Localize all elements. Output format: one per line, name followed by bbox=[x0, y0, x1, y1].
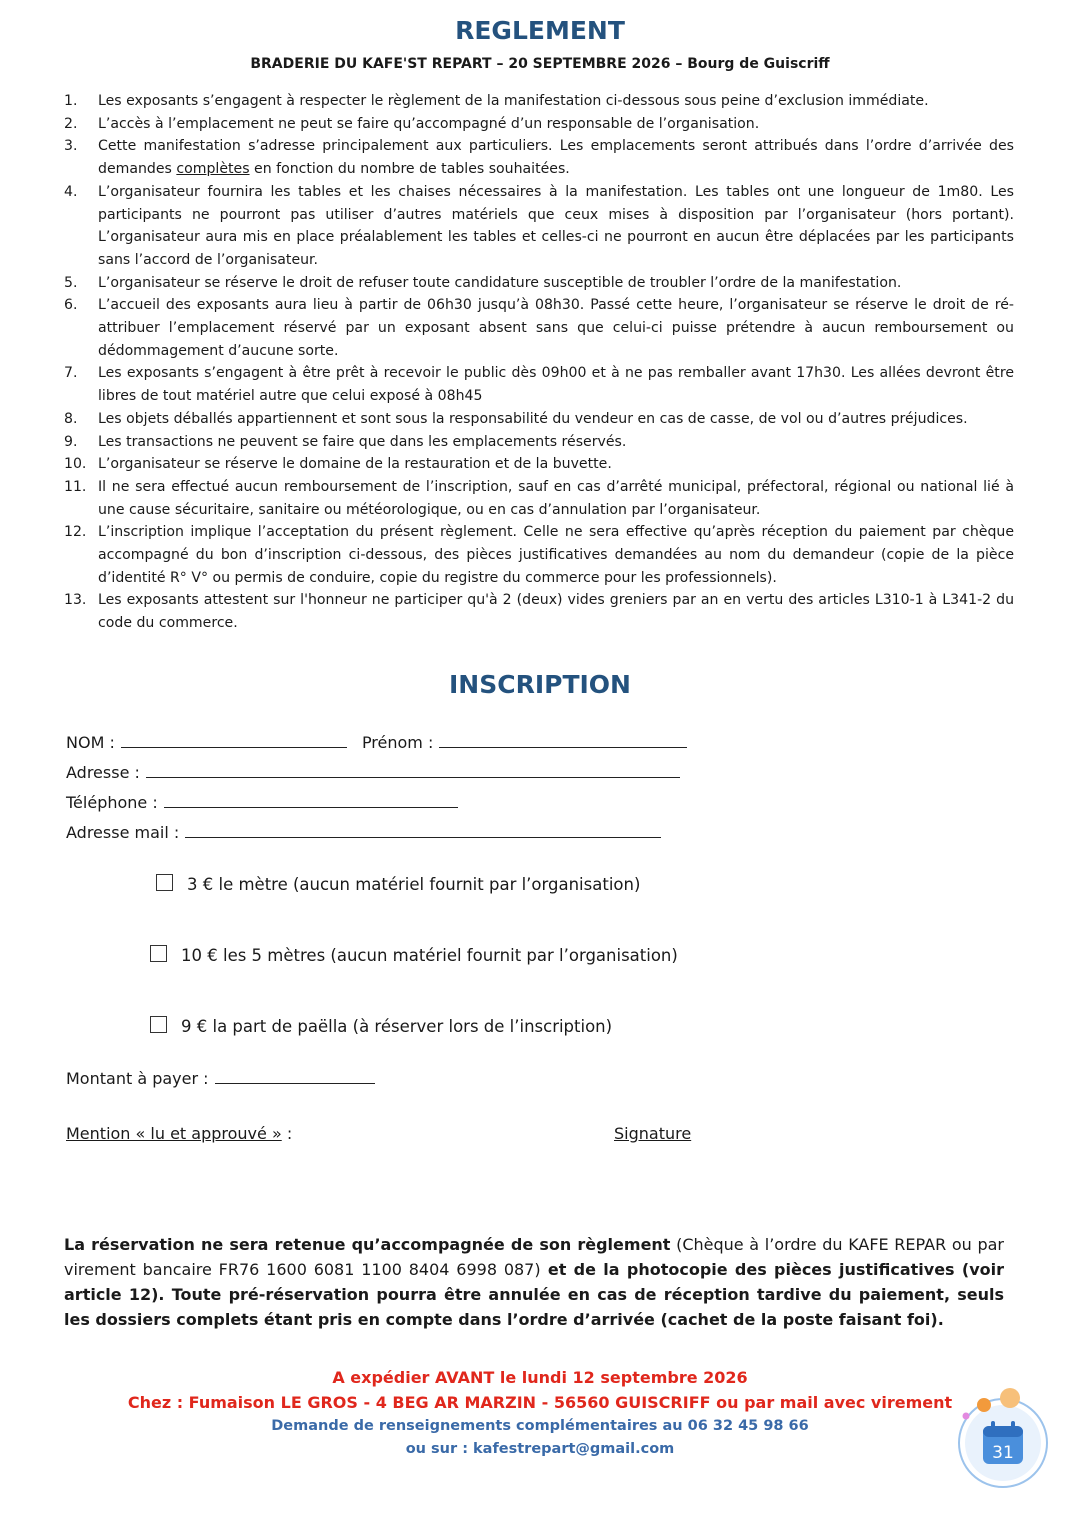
adresse-field[interactable] bbox=[146, 761, 680, 778]
calendar-day: 31 bbox=[992, 1443, 1014, 1463]
rules-list bbox=[64, 90, 1014, 635]
prenom-field[interactable] bbox=[439, 731, 687, 748]
mention-label: Mention « lu et approuvé » bbox=[66, 1124, 282, 1143]
signature-label: Signature bbox=[614, 1124, 692, 1143]
rule-item: 4. L’organisateur fournira les tables et les chaises nécessaires à la manifestation. Les tables ont une longueur de 1m80. Les participants ne pourront pas utiliser d’autres matériels que ceux mises à disposition par l’organisateur (hors portant). L’organisateur aura mis en place préalablement les tables et celles-ci ne pourront en aucun être déplacées par les participants sans l’accord de l’organisateur. bbox=[64, 183, 1014, 268]
rule-item: 12. L’inscription implique l’acceptation du présent règlement. Celle ne sera effective qu’après réception du paiement par chèque accompagné du bon d’inscription ci-dessous, des pièces justificatives demandées au nom du demandeur (copie de la pièce d’identité R° V° ou permis de conduire, copie du registre du commerce pour les professionnels). bbox=[64, 524, 1014, 586]
montant-field[interactable] bbox=[215, 1067, 375, 1084]
rule-item: 7. Les exposants s’engagent à être prêt à recevoir le public dès 09h00 et à ne pas remballer avant 17h30. Les allées devront être libres de tout matériel autre que celui exposé à 08h45 bbox=[64, 365, 1014, 405]
rule-item: 2. L’accès à l’emplacement ne peut se faire qu’accompagné d’un responsable de l’organisation. bbox=[64, 115, 760, 132]
nom-label: NOM : bbox=[66, 733, 115, 752]
postal-address: Chez : Fumaison LE GROS - 4 BEG AR MARZIN - 56560 GUISCRIFF ou par mail avec virement bbox=[127, 1393, 953, 1412]
page-title: REGLEMENT bbox=[455, 16, 625, 45]
rule-item: 13. Les exposants attestent sur l'honneur ne participer qu'à 2 (deux) vides greniers par an en vertu des articles L310-1 à L341-2 du code du commerce. bbox=[64, 592, 1014, 632]
rule-item: 10. L’organisateur se réserve le domaine de la restauration et de la buvette. bbox=[64, 456, 612, 473]
inscription-title: INSCRIPTION bbox=[449, 670, 631, 699]
option-5-metres-checkbox[interactable] bbox=[150, 945, 167, 962]
mention-row: Mention « lu et approuvé » : bbox=[66, 1124, 293, 1143]
option-5-metres: 10 € les 5 mètres (aucun matériel fournit par l’organisation) bbox=[150, 945, 678, 965]
prenom-label: Prénom : bbox=[361, 733, 434, 752]
rule-item: 3. Cette manifestation s’adresse principalement aux particuliers. Les emplacements seront attribués dans l’ordre d’arrivée des demandes complètes en fonction du nombre de tables souhaitées. bbox=[64, 138, 1014, 178]
rule-item: 1. Les exposants s’engagent à respecter le règlement de la manifestation ci-dessous sous peine d’exclusion immédiate. bbox=[64, 93, 929, 109]
rule-item: 6. L’accueil des exposants aura lieu à partir de 06h30 jusqu’à 08h30. Passé cette heure, l’organisateur se réserve le droit de ré-attribuer l’emplacement réservé par un exposant absent sans que celui-ci puisse prétendre à aucun remboursement ou dédommagement d’aucune sorte. bbox=[64, 297, 1014, 359]
address-row bbox=[66, 761, 680, 782]
calendar-icon[interactable] bbox=[956, 1388, 1056, 1488]
adresse-label: Adresse : bbox=[66, 763, 140, 782]
info-email: ou sur : kafestrepart@gmail.com bbox=[405, 1441, 675, 1457]
mail-label: Adresse mail : bbox=[66, 823, 180, 842]
mail-field[interactable] bbox=[185, 821, 661, 838]
option-metre: 3 € le mètre (aucun matériel fournit par l’organisation) bbox=[156, 874, 640, 894]
telephone-label: Téléphone : bbox=[66, 793, 158, 812]
payment-notice: La réservation ne sera retenue qu’accompagnée de son règlement (Chèque à l’ordre du KAFE REPAR ou par virement bancaire FR76 1600 6081 1100 8404 6998 087) et de la photocopie des pièces justificatives (voir article 12). Toute pré-réservation pourra être annulée en cas de réception tardive du paiement, seuls les dossiers complets étant pris en compte dans l’ordre d’arrivée (cachet de la poste faisant foi). bbox=[64, 1235, 1004, 1329]
page-subtitle: BRADERIE DU KAFE'ST REPART – 20 SEPTEMBRE 2026 – Bourg de Guiscriff bbox=[250, 56, 830, 72]
info-phone: Demande de renseignements complémentaires au 06 32 45 98 66 bbox=[271, 1418, 809, 1434]
montant-row bbox=[66, 1067, 375, 1088]
option-metre-checkbox[interactable] bbox=[156, 874, 173, 891]
phone-row bbox=[66, 791, 458, 812]
deadline-text: A expédier AVANT le lundi 12 septembre 2026 bbox=[332, 1368, 748, 1387]
nom-field[interactable] bbox=[121, 731, 347, 748]
rule-item: 11. Il ne sera effectué aucun remboursement de l’inscription, sauf en cas d’arrêté municipal, préfectoral, régional ou national lié à une cause sécuritaire, sanitaire ou météorologique, ou en cas d’annulation par l’organisateur. bbox=[64, 478, 1014, 518]
rule-item: 9. Les transactions ne peuvent se faire que dans les emplacements réservés. bbox=[64, 433, 627, 450]
telephone-field[interactable] bbox=[164, 791, 458, 808]
name-row bbox=[66, 731, 687, 752]
option-paella-checkbox[interactable] bbox=[150, 1016, 167, 1033]
rule-item: 8. Les objets déballés appartiennent et sont sous la responsabilité du vendeur en cas de casse, de vol ou d’autres préjudices. bbox=[64, 410, 968, 427]
rule-item: 5. L’organisateur se réserve le droit de refuser toute candidature susceptible de troubler l’ordre de la manifestation. bbox=[64, 274, 902, 291]
montant-label: Montant à payer : bbox=[66, 1069, 209, 1088]
mail-row bbox=[66, 821, 661, 842]
option-paella: 9 € la part de paëlla (à réserver lors de l’inscription) bbox=[150, 1016, 612, 1036]
